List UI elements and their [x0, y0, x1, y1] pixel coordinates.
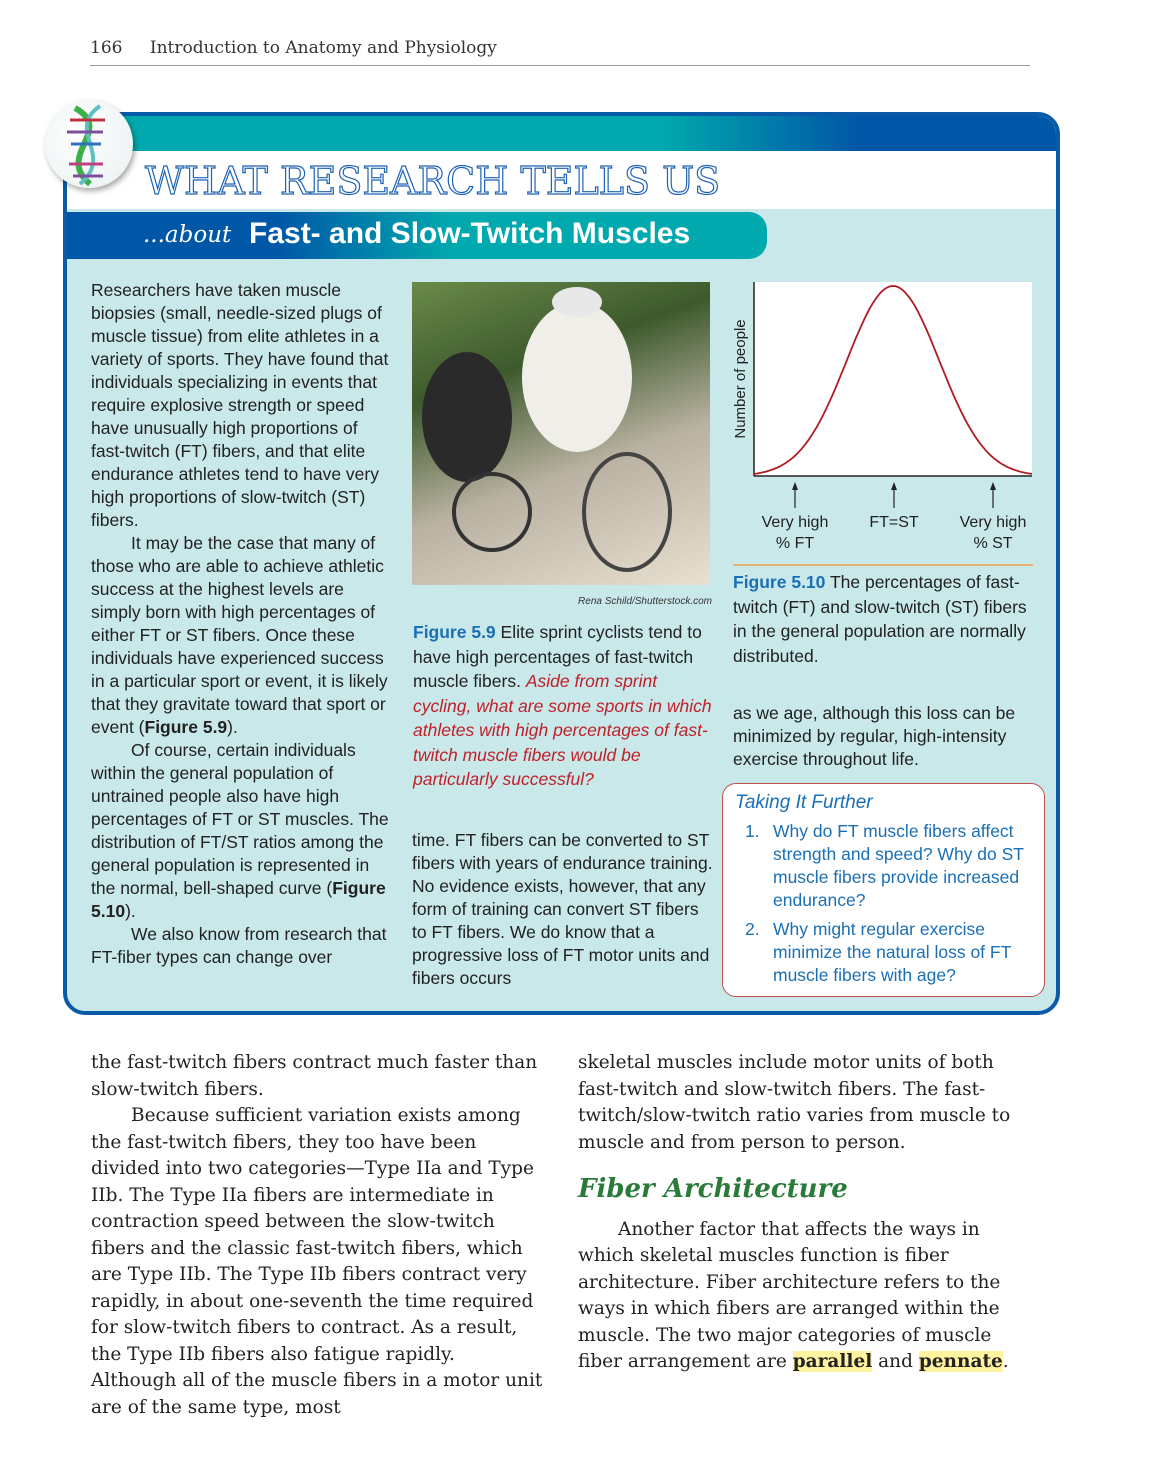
- paragraph: skeletal muscles include motor units of both fast-twitch and slow-twitch fibers. The fast-twitch/slow-twitch ratio varies from muscle to muscle and from person to person.: [578, 1052, 1011, 1153]
- feature-title: WHAT RESEARCH TELLS US: [145, 159, 721, 203]
- item-number: 2.: [745, 919, 760, 939]
- normal-distribution-chart: [728, 278, 1038, 558]
- photo-credit: Rena Schild/Shutterstock.com: [578, 596, 712, 607]
- taking-it-further-box: [722, 783, 1045, 997]
- caption-question: Aside from sprint cycling, what are some sports in which athletes with high percentages of fast-twitch muscle fibers would be particularly successful?: [413, 671, 712, 789]
- paragraph: [91, 532, 391, 739]
- text: and: [878, 1351, 913, 1372]
- figure-5-10-caption: [733, 564, 1033, 668]
- paragraph: [578, 1217, 1033, 1376]
- item-text: Why do FT muscle fibers affect strength and speed? Why do ST muscle fibers provide increased endurance?: [773, 821, 1024, 910]
- about-label: ...about: [143, 222, 232, 248]
- figure-label: Figure 5.10: [733, 572, 826, 592]
- text: .: [1002, 1351, 1009, 1372]
- key-term-parallel: parallel: [792, 1351, 873, 1372]
- item-text: Why might regular exercise minimize the natural loss of FT muscle fibers with age?: [773, 919, 1011, 985]
- page-number: 166: [90, 38, 123, 58]
- y-axis-label: Number of people: [732, 319, 749, 439]
- dna-logo-icon: [45, 100, 133, 188]
- paragraph: Researchers have taken muscle biopsies (small, needle-sized plugs of muscle tissue) from elite athletes in a variety of sports. They have found that individuals specializing in events that require explosive strength or speed have unusually high proportions of fast-twitch (FT) fibers, and that elite endurance athletes tend to have very high proportions of slow-twitch (ST) fibers.: [91, 280, 389, 530]
- cyclists-photo: [412, 282, 710, 585]
- paragraph: We also know from research that FT-fiber types can change over: [91, 924, 387, 967]
- text: It may be the case that many of those who are able to achieve athletic success at the highest levels are simply born with high percentages of either FT or ST fibers. Once these individuals have experienced success in a particular sport or event, it is likely that they gravitate toward that sport or event (: [91, 533, 388, 737]
- main-left-column: [91, 1050, 543, 1421]
- key-term-pennate: pennate: [918, 1351, 1003, 1372]
- running-head: [90, 38, 1030, 66]
- arrow-head-icon: [891, 482, 897, 490]
- box-column-1: [91, 279, 391, 969]
- x-marker-label: Very high: [761, 514, 829, 531]
- question-item: [735, 918, 1032, 987]
- feature-subtitle: Fast- and Slow-Twitch Muscles: [249, 217, 691, 250]
- x-marker-label: % ST: [973, 535, 1013, 552]
- figure-ref: Figure 5.10: [91, 878, 386, 921]
- figure-5-9-caption: [413, 620, 713, 792]
- text: ).: [227, 717, 238, 737]
- title-area: [67, 151, 1056, 209]
- arrow-head-icon: [792, 482, 798, 490]
- x-marker-label: FT=ST: [869, 514, 919, 531]
- text: ).: [125, 901, 136, 921]
- plot-area: [754, 282, 1032, 476]
- text: Of course, certain individuals within the general population of untrained people also have high percentages of FT or ST muscles. The distribution of FT/ST ratios among the general population is represented in the normal, bell-shaped curve (: [91, 740, 389, 898]
- box-column-2-text: time. FT fibers can be converted to ST fibers with years of endurance training. No evidence exists, however, that any form of training can convert ST fibers to FT fibers. We do know that a progressive loss of FT motor units and fibers occurs: [412, 830, 713, 988]
- section-heading: Fiber Architecture: [578, 1174, 848, 1204]
- figure-label: Figure 5.9: [413, 622, 496, 642]
- running-head-title: Introduction to Anatomy and Physiology: [149, 38, 497, 58]
- x-marker-label: % FT: [775, 535, 815, 552]
- x-marker-label: Very high: [959, 514, 1027, 531]
- paragraph: the fast-twitch fibers contract much faster than slow-twitch fibers.: [91, 1052, 538, 1100]
- question-item: [735, 820, 1032, 912]
- header-band: [67, 116, 1056, 151]
- caption-text: Elite sprint cyclists tend to have high percentages of fast-twitch muscle fibers.: [413, 622, 702, 691]
- paragraph: [91, 739, 391, 923]
- text: Another factor that affects the ways in which skeletal muscles function is fiber architecture. Fiber architecture refers to the ways in which fibers are arranged within the muscle. The two major categories of muscle fiber arrangement are: [578, 1218, 1001, 1372]
- subtitle-bar: [67, 212, 767, 259]
- paragraph: Because sufficient variation exists among the fast-twitch fibers, they too have been divided into two categories—Type IIa and Type IIb. The Type IIa fibers are intermediate in contraction speed between the slow-twitch fibers and the classic fast-twitch fibers, which are Type IIb. The Type IIb fibers contract very rapidly, in about one-seventh the time required for slow-twitch fibers to contract. As a result, the Type IIb fibers also fatigue rapidly. Although all of the muscle fibers in a motor unit are of the same type, most: [91, 1105, 543, 1418]
- item-number: 1.: [745, 821, 760, 841]
- taking-it-further-title: Taking It Further: [735, 792, 873, 813]
- caption-text: The percentages of fast-twitch (FT) and slow-twitch (ST) fibers in the general population are normally distributed.: [733, 572, 1027, 666]
- main-right-column: [578, 1050, 1033, 1376]
- figure-ref: Figure 5.9: [144, 717, 228, 737]
- arrow-head-icon: [990, 482, 996, 490]
- box-column-3-text: as we age, although this loss can be minimized by regular, high-intensity exercise throughout life.: [733, 703, 1016, 769]
